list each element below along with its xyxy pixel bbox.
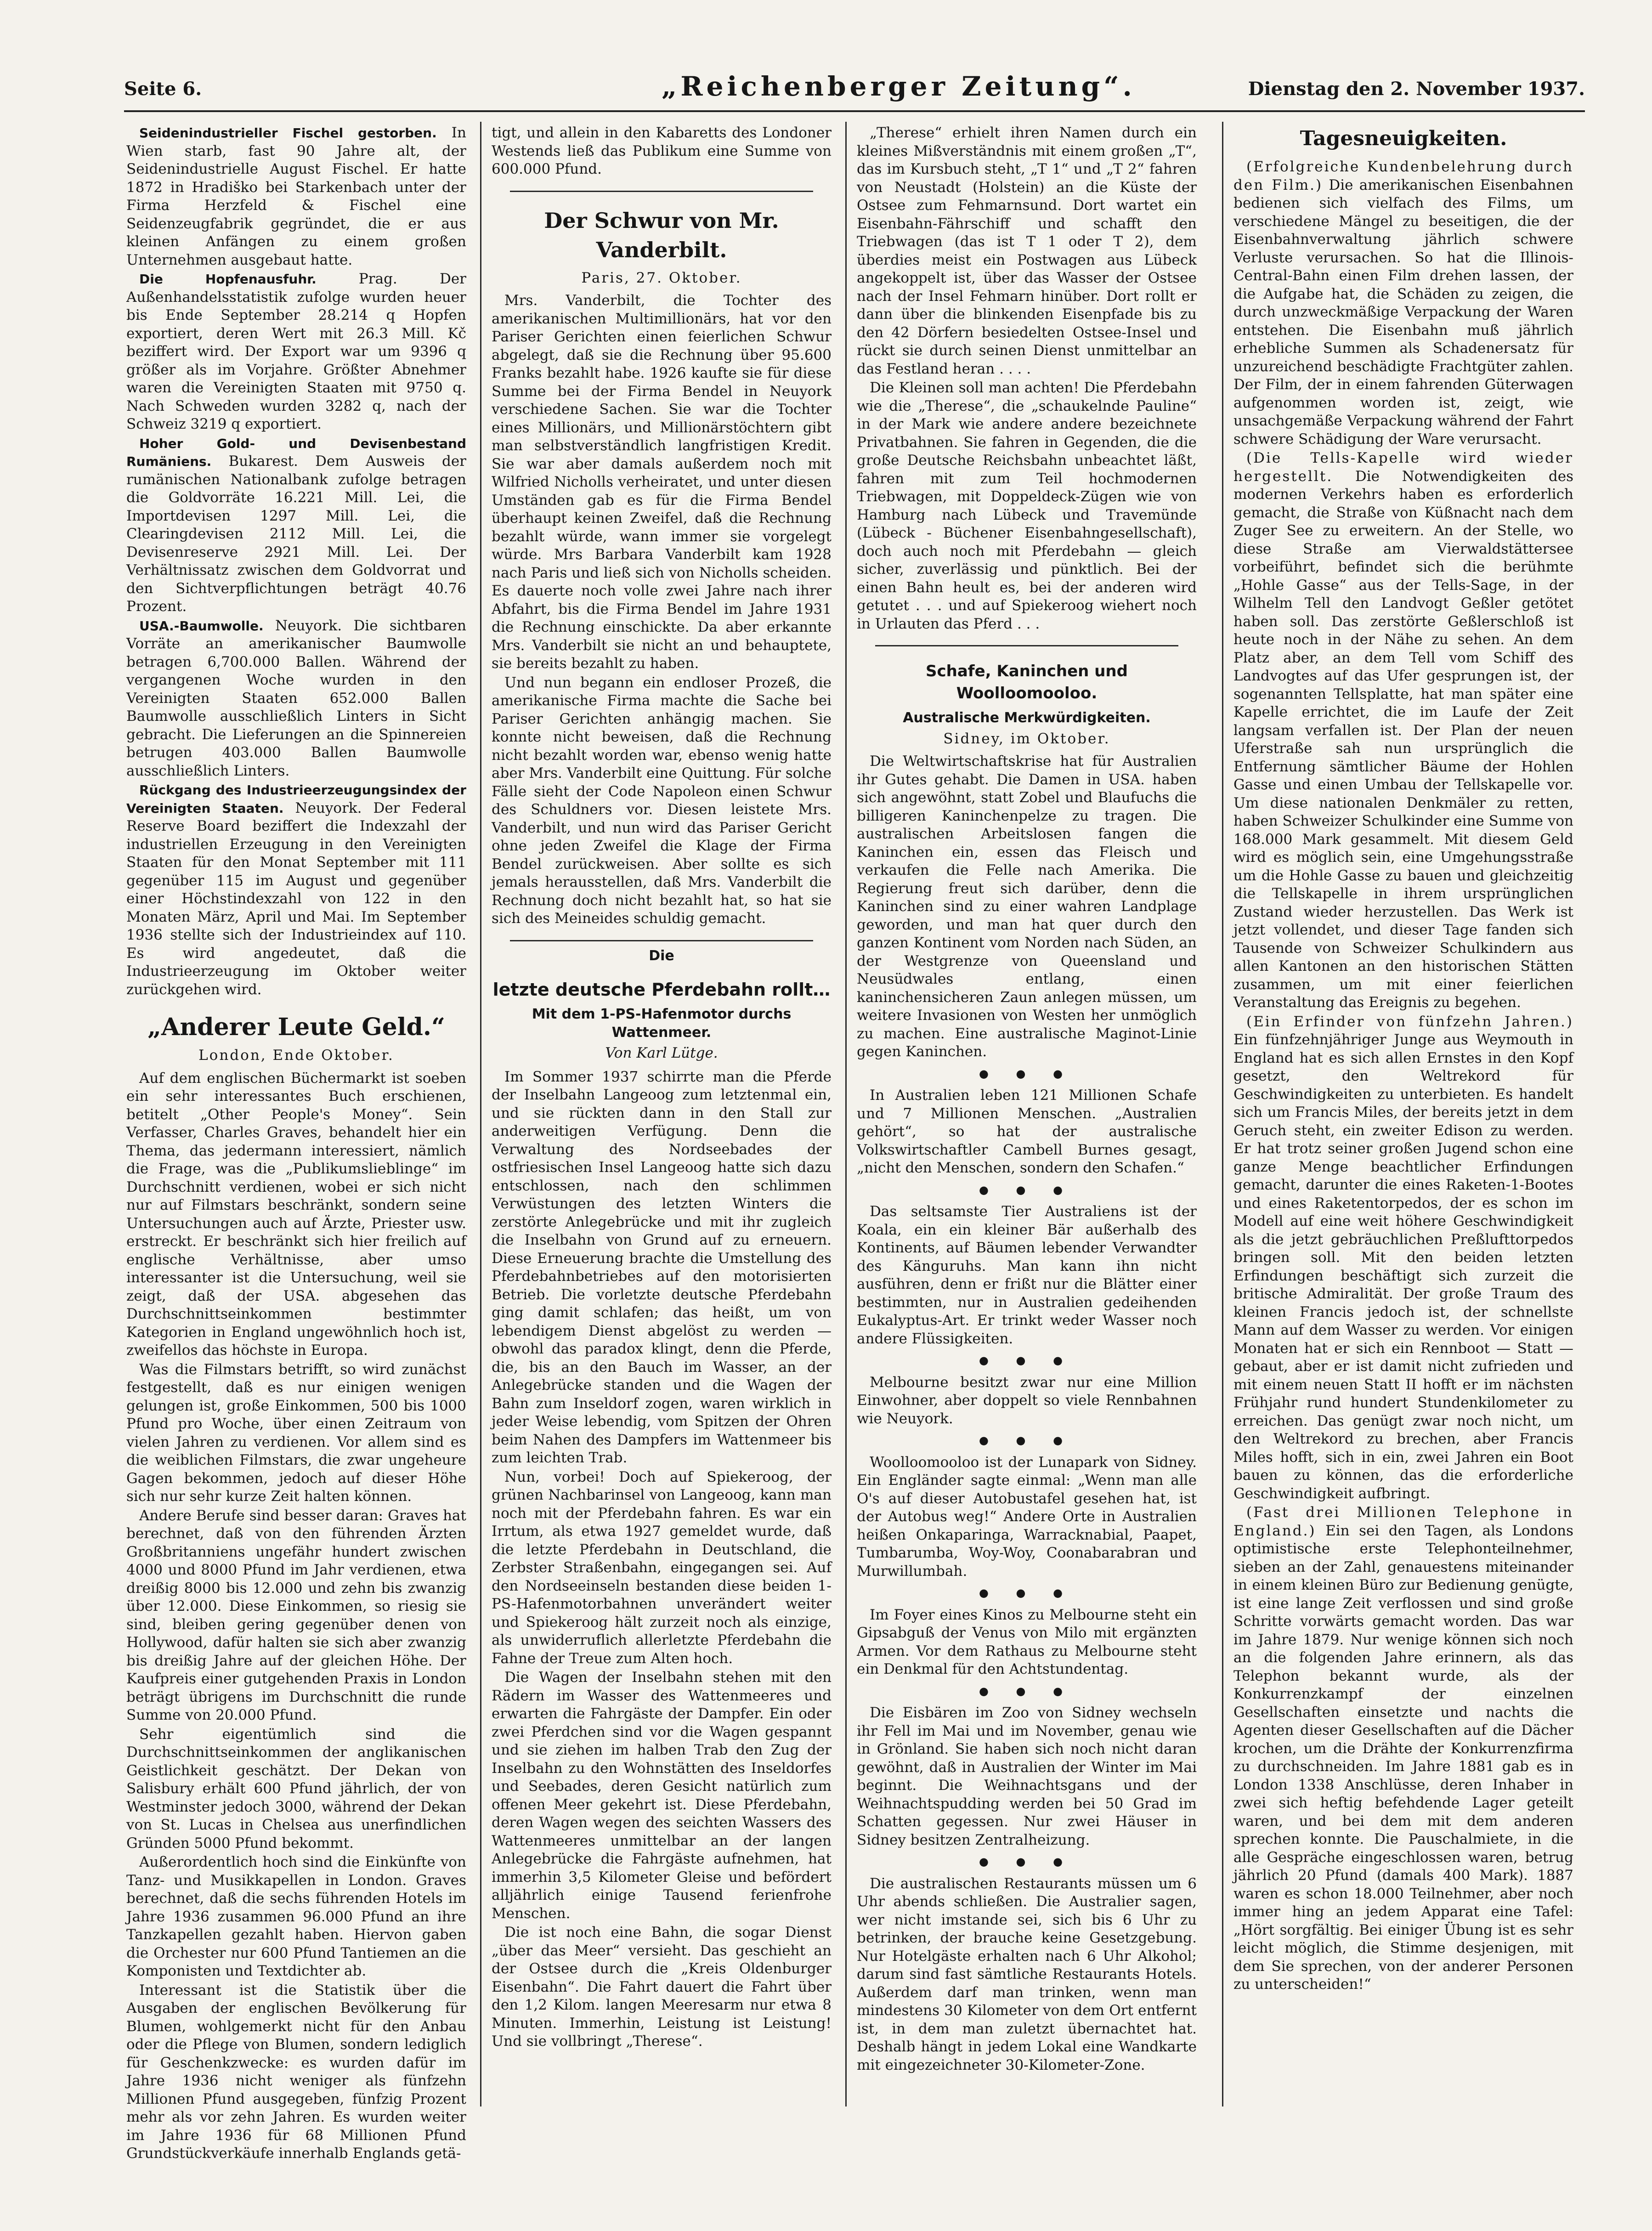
article-paragraph: Melbourne besitzt zwar nur eine Million Einwohner, aber doppelt so viele Rennbahnen wie Neuyork. [857,1374,1197,1427]
header-rule [124,110,1585,112]
article-paragraph: Auf dem englischen Büchermarkt ist soeben ein sehr interessantes Buch erschienen, betitelt „Other People's Money“. Sein Verfasser, Charles Graves, behandelt hier ein Thema, das jedermann interessiert, nämlich die Frage, was die „Publikumslieblinge“ im Durchschnitt verdienen, wobei er sich nicht nur auf Filmstars beschränkt, sondern seine Untersuchungen auch auf Ärzte, Priester usw. erstreckt. Er beschränkt sich hier freilich auf englische Verhältnisse, aber umso interessanter ist die Untersuchung, weil sie zeigt, daß der USA. abgesehen das Durchschnittseinkommen bestimmter Kategorien in England ungewöhnlich hoch ist, zweifellos das höchste in Europa. [126,1070,466,1359]
article-paragraph: Und nun begann ein endloser Prozeß, die amerikanische Firma machte die Sache bei Pariser Gerichten anhängig machen. Sie konnte nicht beweisen, daß die Rechnung nicht bezahlt worden war, ebenso wenig hatte aber Mrs. Vanderbilt eine Quittung. Für solche Fälle sieht der Code Napoleon einen Schwur des Schuldners vor. Diesen leistete Mrs. Vanderbilt, und nun wird das Pariser Gericht ohne jeden Zweifel die Klage der Firma Bendel zurückweisen. Aber sollte es sich jemals herausstellen, daß Mrs. Vanderbilt die Rechnung doch nicht bezahlt hat, so hat sie sich des Meineides schuldig gemacht. [492,674,832,927]
article-paragraph: In Australien leben 121 Millionen Schafe und 7 Millionen Menschen. „Australien gehört“, so hat der australische Volkswirtschaftler Cambell Burnes gesagt, „nicht den Menschen, sondern den Schafen.“ [857,1087,1197,1176]
article-paragraph: Interessant ist die Statistik über die Ausgaben der englischen Bevölkerung für Blumen, wohlgemerkt nicht für den Anbau oder die Pflege von Blumen, sondern lediglich für Geschenkzwecke: es wurden dafür im Jahre 1936 nicht weniger als fünfzehn Millionen Pfund ausgegeben, fünfzig Prozent mehr als vor zehn Jahren. Es wurden weiter im Jahre 1936 für 68 Millionen Pfund Grundstückverkäufe innerhalb Englands getä- [126,1982,466,2162]
article-paragraph: Die Wagen der Inselbahn stehen mit den Rädern im Wasser des Wattenmeeres und erwarten die Fahrgäste der Dampfer. Ein oder zwei Pferdchen sind vor die Wagen gespannt und sie ziehen im halben Trab den Zug der Inselbahn zu den Wohnstätten des Inseldorfes und Seebades, deren Gesicht natürlich zum offenen Meer gekehrt ist. Diese Pferdebahn, deren Wagen wegen des seichten Wassers des Wattenmeeres unmittelbar an der langen Anlegebrücke die Fahrgäste aufnehmen, hat immerhin 3,5 Kilometer Gleise und befördert alljährlich einige Tausend ferienfrohe Menschen. [492,1669,832,1922]
article-paragraph: Woolloomooloo ist der Lunapark von Sidney. Ein Engländer sagte einmal: „Wenn man alle O's auf dieser Autobustafel gesehen hat, ist der Autobus weg!“ Andere Orte in Australien heißen Onkaparinga, Warracknabial, Paapet, Tumbarumba, Woy-Woy, Coonabarabran und Murwillumbah. [857,1454,1197,1580]
article-paragraph: Die Kleinen soll man achten! Die Pferdebahn wie die „Therese“, die „schaukelnde Pauline“ in der Mark wie andere andere bezeichnete Privatbahnen. Sie fahren in Gegenden, die die große Deutsche Reichsbahn unbeachtet läßt, fahren mit zum Teil hochmodernen Triebwagen, mit Doppeldeck-Zügen wie von Hamburg nach Lübeck und Travemünde (Lübeck - Büchener Eisenbahngesellschaft), doch auch noch mit Pferdebahn — gleich sicher, zuverlässig und pünktlich. Bei der einen Bahn heult es, bei der anderen wird getutet . . . und auf Spiekeroog wiehert noch in Urlauten das Pferd . . . [857,379,1197,632]
page-header [124,69,1585,106]
article-continuation: tigt, und allein in den Kabaretts des Londoner Westends ließ das Publikum eine Summe von 600.000 Pfund. [492,125,832,177]
section-separator: ● ● ● [979,1855,1075,1868]
column-4 [1233,124,1573,2100]
item-title: Hoher Gold- und Devisenbestand Rumäniens. [126,436,466,469]
article-subheading: Australische Merkwürdigkeiten. [903,710,1151,726]
article-paragraph: Was die Filmstars betrifft, so wird zunächst festgestellt, daß es nur einigen wenigen gelungen ist, große Einkommen, 500 bis 1000 Pfund pro Woche, über einen Zeitraum von vielen Jahren zu verdienen. Vor allem sind es die weiblichen Filmstars, die zwar ungeheure Gagen bekommen, jedoch auf dieser Höhe sich nur sehr kurze Zeit halten können. [126,1361,466,1505]
item-text: Ein fünfzehnjähriger Junge aus Weymouth in England hat es sich allen Ernstes in den Kopf gesetzt, den Weltrekord für Geschwindigkeiten zu unterbieten. Es handelt sich um Francis Miles, der bereits jetzt in dem Geruch steht, ein zweiter Edison zu werden. Er hat trotz seiner großen Jugend schon eine ganze Menge beachtlicher Erfindungen gemacht, darunter die eines Raketen-1-Bootes und eines Raketentorpedos, der es schon im Modell auf eine weit höhere Geschwindigkeit als die jetzt gebräuchlichen Preßlufttorpedos bringen soll. Mit den beiden letzten Erfindungen beschäftigt sich zurzeit die britische Admiralität. Der große Traum des kleinen Francis jedoch ist, der schnellste Mann auf dem Wasser zu werden. Vor einigen Monaten hat er sich ein Rennboot — Statt — gebaut, aber er ist damit nicht zufrieden und mit einem neuen Statt II hofft er im nächsten Frühjahr rund hundert Stundenkilometer zu erreichen. Das genügt zwar noch nicht, um den Weltrekord zu brechen, aber Francis Miles hofft, sich in ein, zwei Jahren ein Boot bauen zu können, das die erforderliche Geschwindigkeit aufbringt. [1233,1031,1573,1502]
section-separator: ● ● ● [979,1354,1075,1367]
news-item-erfinder [1233,1013,1573,1503]
article-paragraph: Die ist noch eine Bahn, die sogar Dienst „über das Meer“ versieht. Das geschieht an der Ostsee durch die „Kreis Oldenburger Eisenbahn“. Die Fahrt dauert die Fahrt über den 1,2 Kilom. langen Meeresarm nur etwa 8 Minuten. Immerhin, Leistung ist Leistung! Und sie vollbringt „Therese“. [492,1924,832,2050]
article-paragraph: Mrs. Vanderbilt, die Tochter des amerikanischen Multimillionärs, hat vor den Pariser Gerichten einen feierlichen Schwur abgelegt, daß sie die Rechnung über 95.600 Franks bezahlt habe. 1926 kaufte sie für diese Summe bei der Firma Bendel in Neuyork verschiedene Sachen. Sie war die Tochter eines Millionärs, und Millionärstöchtern gibt man selbstverständlich langfristigen Kredit. Sie war aber damals außerdem noch mit Wilfried Nicholls verheiratet, und unter diesen Umständen gab es für die Firma Bendel überhaupt keinen Zweifel, daß die Rechnung bezahlt würde, wann immer sie vorgelegt würde. Mrs Barbara Vanderbilt kam 1928 nach Paris und ließ sich von Nicholls scheiden. Es dauerte noch volle zwei Jahre nach ihrer Abfahrt, bis die Firma Bendel im Jahre 1931 die Rechnung einschickte. Da aber erkannte Mrs. Vanderbilt sie nicht an und behauptete, sie bereits bezahlt zu haben. [492,292,832,672]
item-title: (Ein Erfinder von fünfzehn Jahren.) [1246,1013,1573,1030]
article-dateline: Sidney, im Oktober. [943,730,1110,747]
news-item-hopfen [126,270,466,434]
item-text: Die Notwendigkeiten des modernen Verkehrs haben es erforderlich gemacht, die Straße von Küßnacht nach dem Zuger See zu erweitern. An der Stelle, wo diese Straße am Vierwaldstättersee vorbeiführt, befindet sich die berühmte „Hohle Gasse“ aus der Tells-Sage, in der Wilhelm Tell den Landvogt Geßler getötet haben soll. Das zerstörte Geßlerschloß ist heute noch in der Nähe zu sehen. An dem Platz aber, an dem Tell vom Schiff des Landvogtes auf das Ufer gesprungen ist, der sogenannten Tellsplatte, hat man später eine Kapelle errichtet, die im Laufe der Zeit langsam verfallen ist. Der Plan der neuen Uferstraße sah nun ursprünglich die Entfernung sämtlicher Bäume der Hohlen Gasse und einen Umbau der Tellskapelle vor. Um diese nationalen Denkmäler zu retten, haben Schweizer Schulkinder eine Summe von 168.000 Mark gesammelt. Mit diesem Geld wird es möglich sein, eine Umgehungsstraße um die Hohle Gasse zu bauen und gleichzeitig die Tellskapelle in ihrem ursprünglichen Zustand wieder herzustellen. Das Werk ist jetzt vollendet, und dieser Tage fanden sich Tausende von Schweizer Schulkindern aus allen Kantonen an den historischen Stätten zusammen, um mit einer feierlichen Veranstaltung das Ereignis zu begehen. [1233,468,1573,1011]
issue-date: Dienstag den 2. November 1937. [1248,78,1585,100]
column-3 [857,124,1197,2100]
article-divider [510,940,813,941]
article-byline: Von Karl Lütge. [605,1045,718,1061]
column-2 [492,124,832,2100]
item-text: Bukarest. Dem Ausweis der rumänischen Nationalbank zufolge betragen die Goldvorräte 16.221 Mill. Lei, die Importdevisen 1297 Mill. Lei, die Clearingdevisen 2112 Mill. Lei, die Devisenreserve 2921 Mill. Lei. Der Verhältnissatz zwischen dem Goldvorrat und den Sichtverpflichtungen beträgt 40.76 Prozent. [126,453,467,615]
article-paragraph: Das seltsamste Tier Australiens ist der Koala, ein ein kleiner Bär außerhalb des Kontinents, auf Bäumen lebender Verwandter des Känguruhs. Man kann ihn nicht ausführen, denn er frißt nur die Blätter einer bestimmten, nur in Australien gedeihenden Eukalyptus-Art. Er trinkt weder Wasser noch andere Flüssigkeiten. [857,1203,1197,1347]
article-subheading: Mit dem 1-PS-Hafenmotor durchs Wattenmeer. [532,1006,792,1041]
article-heading: Der Schwur von Mr. Vanderbilt. [544,208,779,262]
news-item-film [1233,158,1573,448]
item-text: Prag. Der Außenhandelsstatistik zufolge wurden heuer bis Ende September 28.214 q Hopfen exportiert, deren Wert mit 26.3 Mill. Kč beziffert wird. Der Export war um 9396 q größer als im Vorjahre. Größter Abnehmer waren die Vereinigten Staaten mit 9750 q. Nach Schweden wurden 3282 q, nach der Schweiz 3219 q exportiert. [126,271,466,432]
article-paragraph: Die Weltwirtschaftskrise hat für Australien ihr Gutes gehabt. Die Damen in USA. haben sich angewöhnt, statt Zobel und Blaufuchs die billigeren Kaninchenpelze zu tragen. Die australischen Arbeitslosen fangen die Kaninchen ein, essen das Fleisch und verkaufen die Felle nach Amerika. Die Regierung freut sich darüber, denn die Kaninchen sind zu einer wahren Landplage geworden, und man hat quer durch den ganzen Kontinent vom Norden nach Süden, an der Westgrenze von Queensland und Neusüdwales entlang, einen kaninchensicheren Zaun anlegen müssen, um weitere Invasionen von Westen her unmöglich zu machen. Eine australische Maginot-Linie gegen Kaninchen. [857,753,1197,1060]
article-paragraph: Im Sommer 1937 schirrte man die Pferde der Inselbahn Langeoog zum letztenmal ein, und sie rückten dann in den Stall zur anderweitigen Verfügung. Denn die Verwaltung des Nordseebades der ostfriesischen Insel Langeoog hatte sich dazu entschlossen, nach den schlimmen Verwüstungen des letzten Winters die zerstörte Anlegebrücke und mit ihr zugleich die Inselbahn von Grund auf zu erneuern. Diese Erneuerung brachte die Umstellung des Pferdebahnbetriebes auf den motorisierten Betrieb. Die vorletzte deutsche Pferdebahn ging damit schlafen; das heißt, um von lebendigem Dienst abgelöst zu werden — obwohl das paradox klingt, denn die Pferde, die, bis an den Bauch im Wasser, an der Anlegebrücke standen und die Wagen der Bahn zum Inseldorf zogen, waren wirklich in jeder Weise lebendig, vom Spitzen der Ohren beim Nahen des Dampfers im Wattenmeer bis zum leichten Trab. [492,1068,832,1466]
item-text: Die amerikanischen Eisenbahnen bedienen sich vielfach des Films, um verschiedene Mängel zu beseitigen, die der Eisenbahnverwaltung jährlich schwere Verluste verursachen. So hat die Illinois-Central-Bahn einen Film drehen lassen, der die Aufgabe hat, die Schäden zu zeigen, die durch unzweckmäßige Verpackung der Waren entstehen. Die Eisenbahn muß jährlich erhebliche Summen als Schadenersatz für unzureichend beschädigte Frachtgüter zahlen. Der Film, der in einem fahrenden Güterwagen aufgenommen worden ist, zeigt, wie unsachgemäße Verpackung während der Fahrt schwere Schädigung der Ware verursacht. [1233,176,1573,447]
item-title: Die Hopfenausfuhr. [139,272,317,287]
heading-preline: Die [649,947,674,964]
article-paragraph: Sehr eigentümlich sind die Durchschnittseinkommen der anglikanischen Geistlichkeit geschätzt. Der Dekan von Salisbury erhält 600 Pfund jährlich, der von Westminster jedoch 3000, während der Dekan von St. Lucas in Chelsea aus unerfindlichen Gründen 5000 Pfund bekommt. [126,1726,466,1852]
article-dateline: London, Ende Oktober. [198,1047,394,1064]
news-item-telefon [1233,1504,1573,1994]
article-heading: Schafe, Kaninchen und Woolloomooloo. [926,662,1128,702]
item-text: Neuyork. Der Federal Reserve Board beziffert die Indexzahl der industriellen Erzeugung in den Vereinigten Staaten für den Monat September mit 111 gegenüber 115 im August und gegenüber einer Höchstindexzahl von 122 in den Monaten März, April und Mai. Im September 1936 stellte sich der Industrieindex auf 110. Es wird angedeutet, daß die Industrieerzeugung im Oktober weiter zurückgehen wird. [126,799,466,998]
item-title: (Erfolgreiche Kundenbelehrung durch den Film.) [1233,159,1573,193]
column-1 [126,124,467,2162]
article-dateline: Paris, 27. Oktober. [581,269,742,286]
article-paragraph: Im Foyer eines Kinos zu Melbourne steht ein Gipsabguß der Venus von Milo mit ergänzten Armen. Vor dem Rathaus zu Melbourne steht ein Denkmal für den Achtstundentag. [857,1606,1197,1677]
news-item-rueckgang [126,781,466,999]
page-number: Seite 6. [124,78,202,100]
item-title: Seidenindustrieller Fischel gestorben. [139,125,437,141]
article-divider [510,191,813,192]
news-item-fischel [126,124,466,269]
section-heading: Tagesneuigkeiten. [1300,127,1507,150]
article-paragraph: Die Eisbären im Zoo von Sidney wechseln ihr Fell im Mai und im November, genau wie in Grönland. Sie haben sich noch nicht daran gewöhnt, daß in Australien der Winter im Mai beginnt. Die Weihnachtsgans und der Weihnachtspudding werden bei 50 Grad im Schatten gegessen. Nur zwei Häuser in Sidney besitzen Zentralheizung. [857,1704,1197,1848]
item-text: Neuyork. Die sichtbaren Vorräte an amerikanischer Baumwolle betragen 6,700.000 Ballen. Während der vergangenen Woche wurden in den Vereinigten Staaten 652.000 Ballen Baumwolle ausschließlich Linters in Sicht gebracht. Die Lieferungen an die Spinnereien betrugen 403.000 Ballen Baumwolle ausschließlich Linters. [126,617,466,779]
masthead: „Reichenberger Zeitung“. [662,71,1136,102]
item-title: USA.-Baumwolle. [139,618,264,634]
article-paragraph: Nun, vorbei! Doch auf Spiekeroog, der grünen Nachbarinsel von Langeoog, kann man noch mit der Pferdebahn fahren. Es war ein Irrtum, als etwa 1927 gemeldet wurde, daß die letzte Pferdebahn in Deutschland, die Zerbster Straßenbahn, eingegangen sei. Auf den Nordseeinseln bestanden diese beiden 1-PS-Hafenmotorbahnen unverändert weiter und Spiekeroog hält zurzeit noch als einzige, als unwiderruflich allerletzte Pferdebahn die Fahne der Treue zum Alten hoch. [492,1468,832,1667]
item-text: In Wien starb, fast 90 Jahre alt, der Seidenindustrielle August Fischel. Er hatte 1872 in Hradiško bei Starkenbach unter der Firma Herzfeld & Fischel eine Seidenzeugfabrik gegründet, die er aus kleinen Anfängen zu einem großen Unternehmen ausgebaut hatte. [126,125,466,268]
item-title: Rückgang des Industrieerzeugungsindex der Vereinigten Staaten. [126,782,466,816]
article-divider [875,645,1178,646]
section-separator: ● ● ● [979,1434,1075,1447]
news-item-usa [126,617,466,781]
news-item-gold [126,435,466,616]
article-paragraph: Die australischen Restaurants müssen um 6 Uhr abends schließen. Die Australier sagen, wer nicht imstande sei, sich bis 6 Uhr zu betrinken, der brauche keine Gesetzgebung. Nur Hotelgäste erhalten nach 6 Uhr Alkohol; darum sind fast sämtliche Restaurants Hotels. Außerdem darf man trinken, wenn man mindestens 30 Kilometer von dem Ort entfernt ist, in dem man zuletzt übernachtet hat. Deshalb hängt in jedem Lokal eine Wandkarte mit eingezeichneter 30-Kilometer-Zone. [857,1875,1197,2073]
section-separator: ● ● ● [979,1684,1075,1698]
column-rule [845,122,847,2106]
section-separator: ● ● ● [979,1067,1075,1080]
section-separator: ● ● ● [979,1183,1075,1196]
section-separator: ● ● ● [979,1586,1075,1599]
item-text: Ein sei den Tagen, als Londons optimistische erste Telephonteilnehmer, sieben an der Zahl, genauestens miteinander in einem kleinen Büro zur Bedienung genügte, ist eine lange Zeit verflossen und sind große Schritte vorwärts gemacht worden. Das war im Jahre 1879. Nur wenige können sich noch an die folgenden Jahre erinnern, als das Telephon bekannt wurde, als der Konkurrenzkampf der einzelnen Gesellschaften einsetzte und nachts die Agenten dieser Gesellschaften auf die Dächer krochen, um die Drähte der Konkurrenzfirma zu durchschneiden. Im Jahre 1881 gab es in London 1338 Anschlüsse, deren Inhaber in zwei sich heftig befehdende Lager geteilt waren, und bei dem mit dem anderen sprechen konnte. Die Pauschalmiete, in die alle Gespräche eingeschlossen waren, betrug jährlich 20 Pfund (damals 400 Mark). 1887 waren es schon 18.000 Teilnehmer, aber noch immer hing an jedem Apparat eine Tafel: „Hört sorgfältig. Bei einiger Übung ist es sehr leicht möglich, die Stimme desjenigen, mit dem Sie sprechen, von der anderer Personen zu unterscheiden!“ [1233,1522,1573,1993]
item-title: (Die Tells-Kapelle wird wieder hergestellt. [1233,450,1573,485]
column-rule [480,122,481,2106]
article-paragraph: Außerordentlich hoch sind die Einkünfte von Tanz- und Musikkapellen in London. Graves berechnet, daß die sechs führenden Hotels im Jahre 1936 zusammen 96.000 Pfund an ihre Tanzkapellen gezahlt haben. Hiervon gaben die Orchester nur 600 Pfund Tantiemen an die Komponisten und Textdichter ab. [126,1854,466,1979]
item-title: (Fast drei Millionen Telephone in England.) [1233,1504,1573,1539]
article-heading: letzte deutsche Pferdebahn rollt… [492,980,831,1000]
news-item-tell [1233,449,1573,1012]
article-paragraph: Andere Berufe sind besser daran: Graves hat berechnet, daß von den führenden Ärzten Großbritanniens ungefähr hundert zwischen 4000 und 8000 Pfund im Jahr verdienen, etwa dreißig 8000 bis 12.000 und zehn bis zwanzig über 12.000. Diese Einkommen, so riesig sie sind, bleiben gering gegenüber denen von Hollywood, dafür halten sie sich aber zwanzig bis dreißig Jahre auf der gleichen Höhe. Der Kaufpreis einer gutgehenden Praxis in London beträgt übrigens im Durchschnitt die runde Summe von 20.000 Pfund. [126,1507,466,1723]
column-rule [1222,122,1223,2106]
article-paragraph: „Therese“ erhielt ihren Namen durch ein kleines Mißverständnis mit einem großen „T“, das im Kursbuch steht, „T 1“ und „T 2“ fahren von Neustadt (Holstein) an die Küste der Ostsee zum Fehmarnsund. Dort wartet ein Eisenbahn-Fährschiff und schafft den Triebwagen (das ist T 1 oder T 2), dem überdies meist ein Postwagen aus Lübeck angekoppelt ist, über das Wasser der Ostsee nach der Insel Fehmarn hinüber. Dort rollt er dann über die blinkenden Eisenpfade bis zu den 42 Dörfern besiedelten Ostsee-Insel und rückt sie durch seinen Dienst unmittelbar an das Festland heran . . . . [857,125,1197,377]
article-heading: „Anderer Leute Geld.“ [147,1013,445,1041]
